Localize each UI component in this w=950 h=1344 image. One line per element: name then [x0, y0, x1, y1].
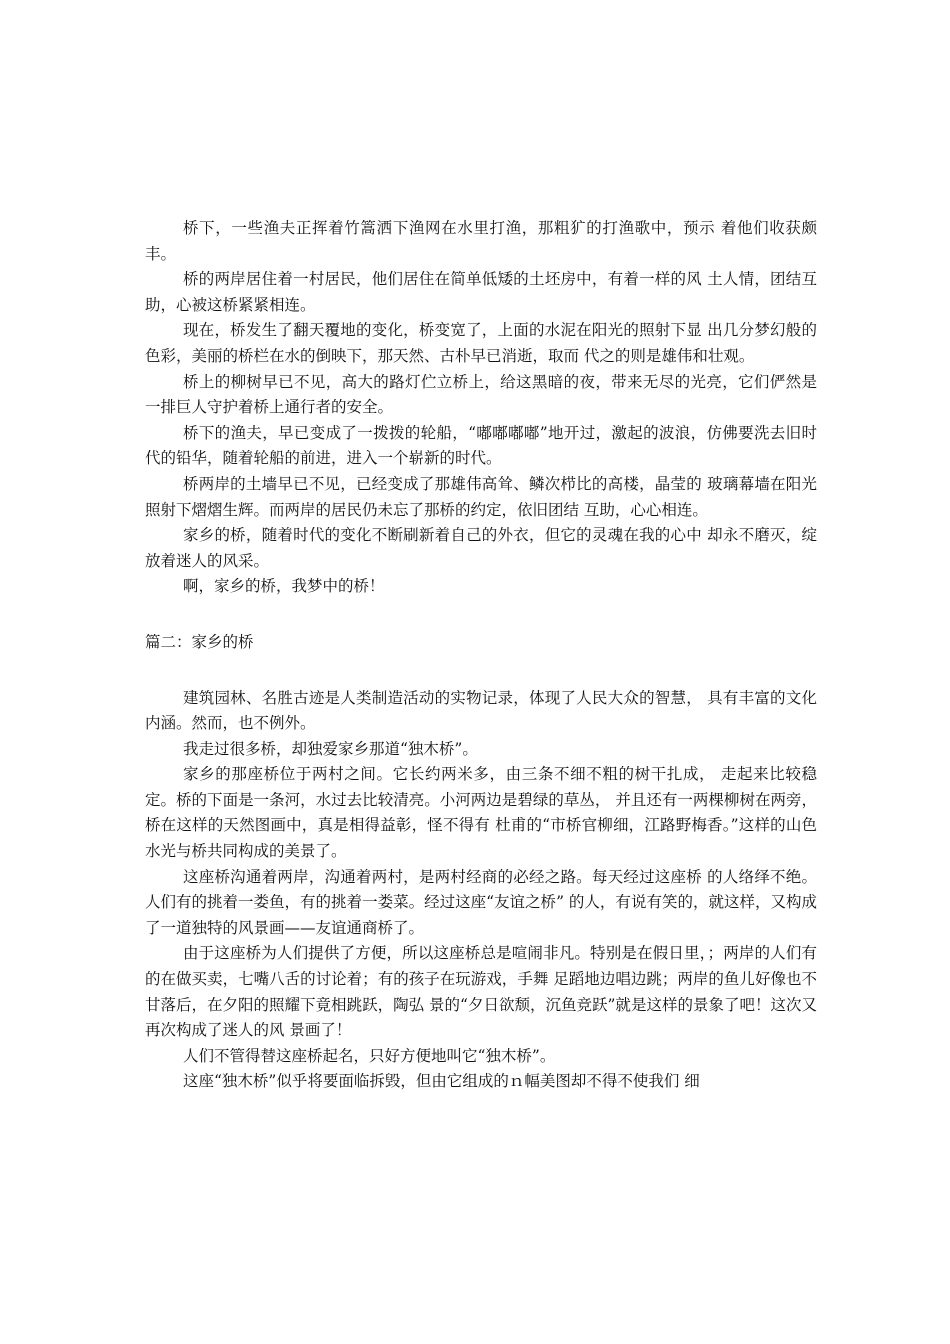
paragraph: 人们不管得替这座桥起名，只好方便地叫它“独木桥”。 [183, 1046, 556, 1065]
document-page [145, 216, 817, 1095]
paragraph: 桥下的渔夫，早已变成了一拨拨的轮船，“嘟嘟嘟嘟”地开过，激起的波浪，仿佛要洗去旧时代的铅华，随着轮船的前进，进入一个崭新的时代。 [145, 423, 817, 468]
paragraph: 我走过很多桥，却独爱家乡那道“独木桥”。 [183, 739, 478, 758]
paragraph: 这座“独木桥”似乎将要面临拆毁，但由它组成的ｎ幅美图却不得不使我们 细 [183, 1072, 700, 1091]
paragraph: 桥下，一些渔夫正挥着竹篙洒下渔网在水里打渔，那粗犷的打渔歌中，预示 着他们收获颇丰。 [145, 219, 817, 263]
section-2 [145, 686, 817, 1096]
paragraph: 现在，桥发生了翻天覆地的变化，桥变宽了，上面的水泥在阳光的照射下显 出几分梦幻般的色彩，美丽的桥栏在水的倒映下，那天然、古朴早已消逝，取而 代之的则是雄伟和壮观。 [145, 321, 817, 365]
paragraph: 这座桥沟通着两岸，沟通着两村，是两村经商的必经之路。每天经过这座桥 的人络绎不绝。人们有的挑着一娄鱼，有的挑着一娄菜。经过这座“友谊之桥” 的人，有说有笑的，就这样，又构成了一道独特的风景画——友谊通商桥了。 [145, 867, 817, 937]
paragraph: 啊，家乡的桥，我梦中的桥！ [183, 577, 385, 596]
paragraph: 由于这座桥为人们提供了方便，所以这座桥总是喧闹非凡。特别是在假日里，；两岸的人们有的在做买卖，七嘴八舌的讨论着；有的孩子在玩游戏，手舞 足蹈地边唱边跳；两岸的鱼儿好像也不甘落后，在夕阳的照耀下竟相跳跃，陶弘 景的“夕日欲颓，沉鱼竞跃”就是这样的景象了吧！这次又再次构成了迷人的风 景画了！ [145, 944, 817, 1040]
paragraph: 桥的两岸居住着一村居民，他们居住在简单低矮的土坯房中，有着一样的风 土人情，团结互助，心被这桥紧紧相连。 [145, 270, 817, 314]
paragraph: 家乡的那座桥位于两村之间。它长约两米多，由三条不细不粗的树干扎成， 走起来比较稳定。桥的下面是一条河，水过去比较清亮。小河两边是碧绿的草丛， 并且还有一两棵柳树在两旁，桥在这样的天然图画中，真是相得益彰，怪不得有 杜甫的“市桥官柳细，江路野梅香。”这样的山色水光与桥共同构成的美景了。 [145, 765, 817, 861]
paragraph: 桥上的柳树早已不见，高大的路灯伫立桥上，给这黑暗的夜，带来无尽的光亮，它们俨然是一排巨人守护着桥上通行者的安全。 [145, 372, 817, 417]
paragraph: 桥两岸的土墙早已不见，已经变成了那雄伟高耸、鳞次栉比的高楼，晶莹的 玻璃幕墙在阳光照射下熠熠生辉。而两岸的居民仍未忘了那桥的约定，依旧团结 互助，心心相连。 [145, 474, 817, 519]
section-1 [145, 216, 817, 600]
paragraph: 建筑园林、名胜古迹是人类制造活动的实物记录，体现了人民大众的智慧， 具有丰富的文化内涵。然而，也不例外。 [145, 688, 817, 733]
paragraph: 家乡的桥，随着时代的变化不断刷新着自己的外衣，但它的灵魂在我的心中 却永不磨灭，绽放着迷人的风采。 [145, 526, 817, 570]
section-heading: 篇二：家乡的桥 [145, 632, 254, 651]
